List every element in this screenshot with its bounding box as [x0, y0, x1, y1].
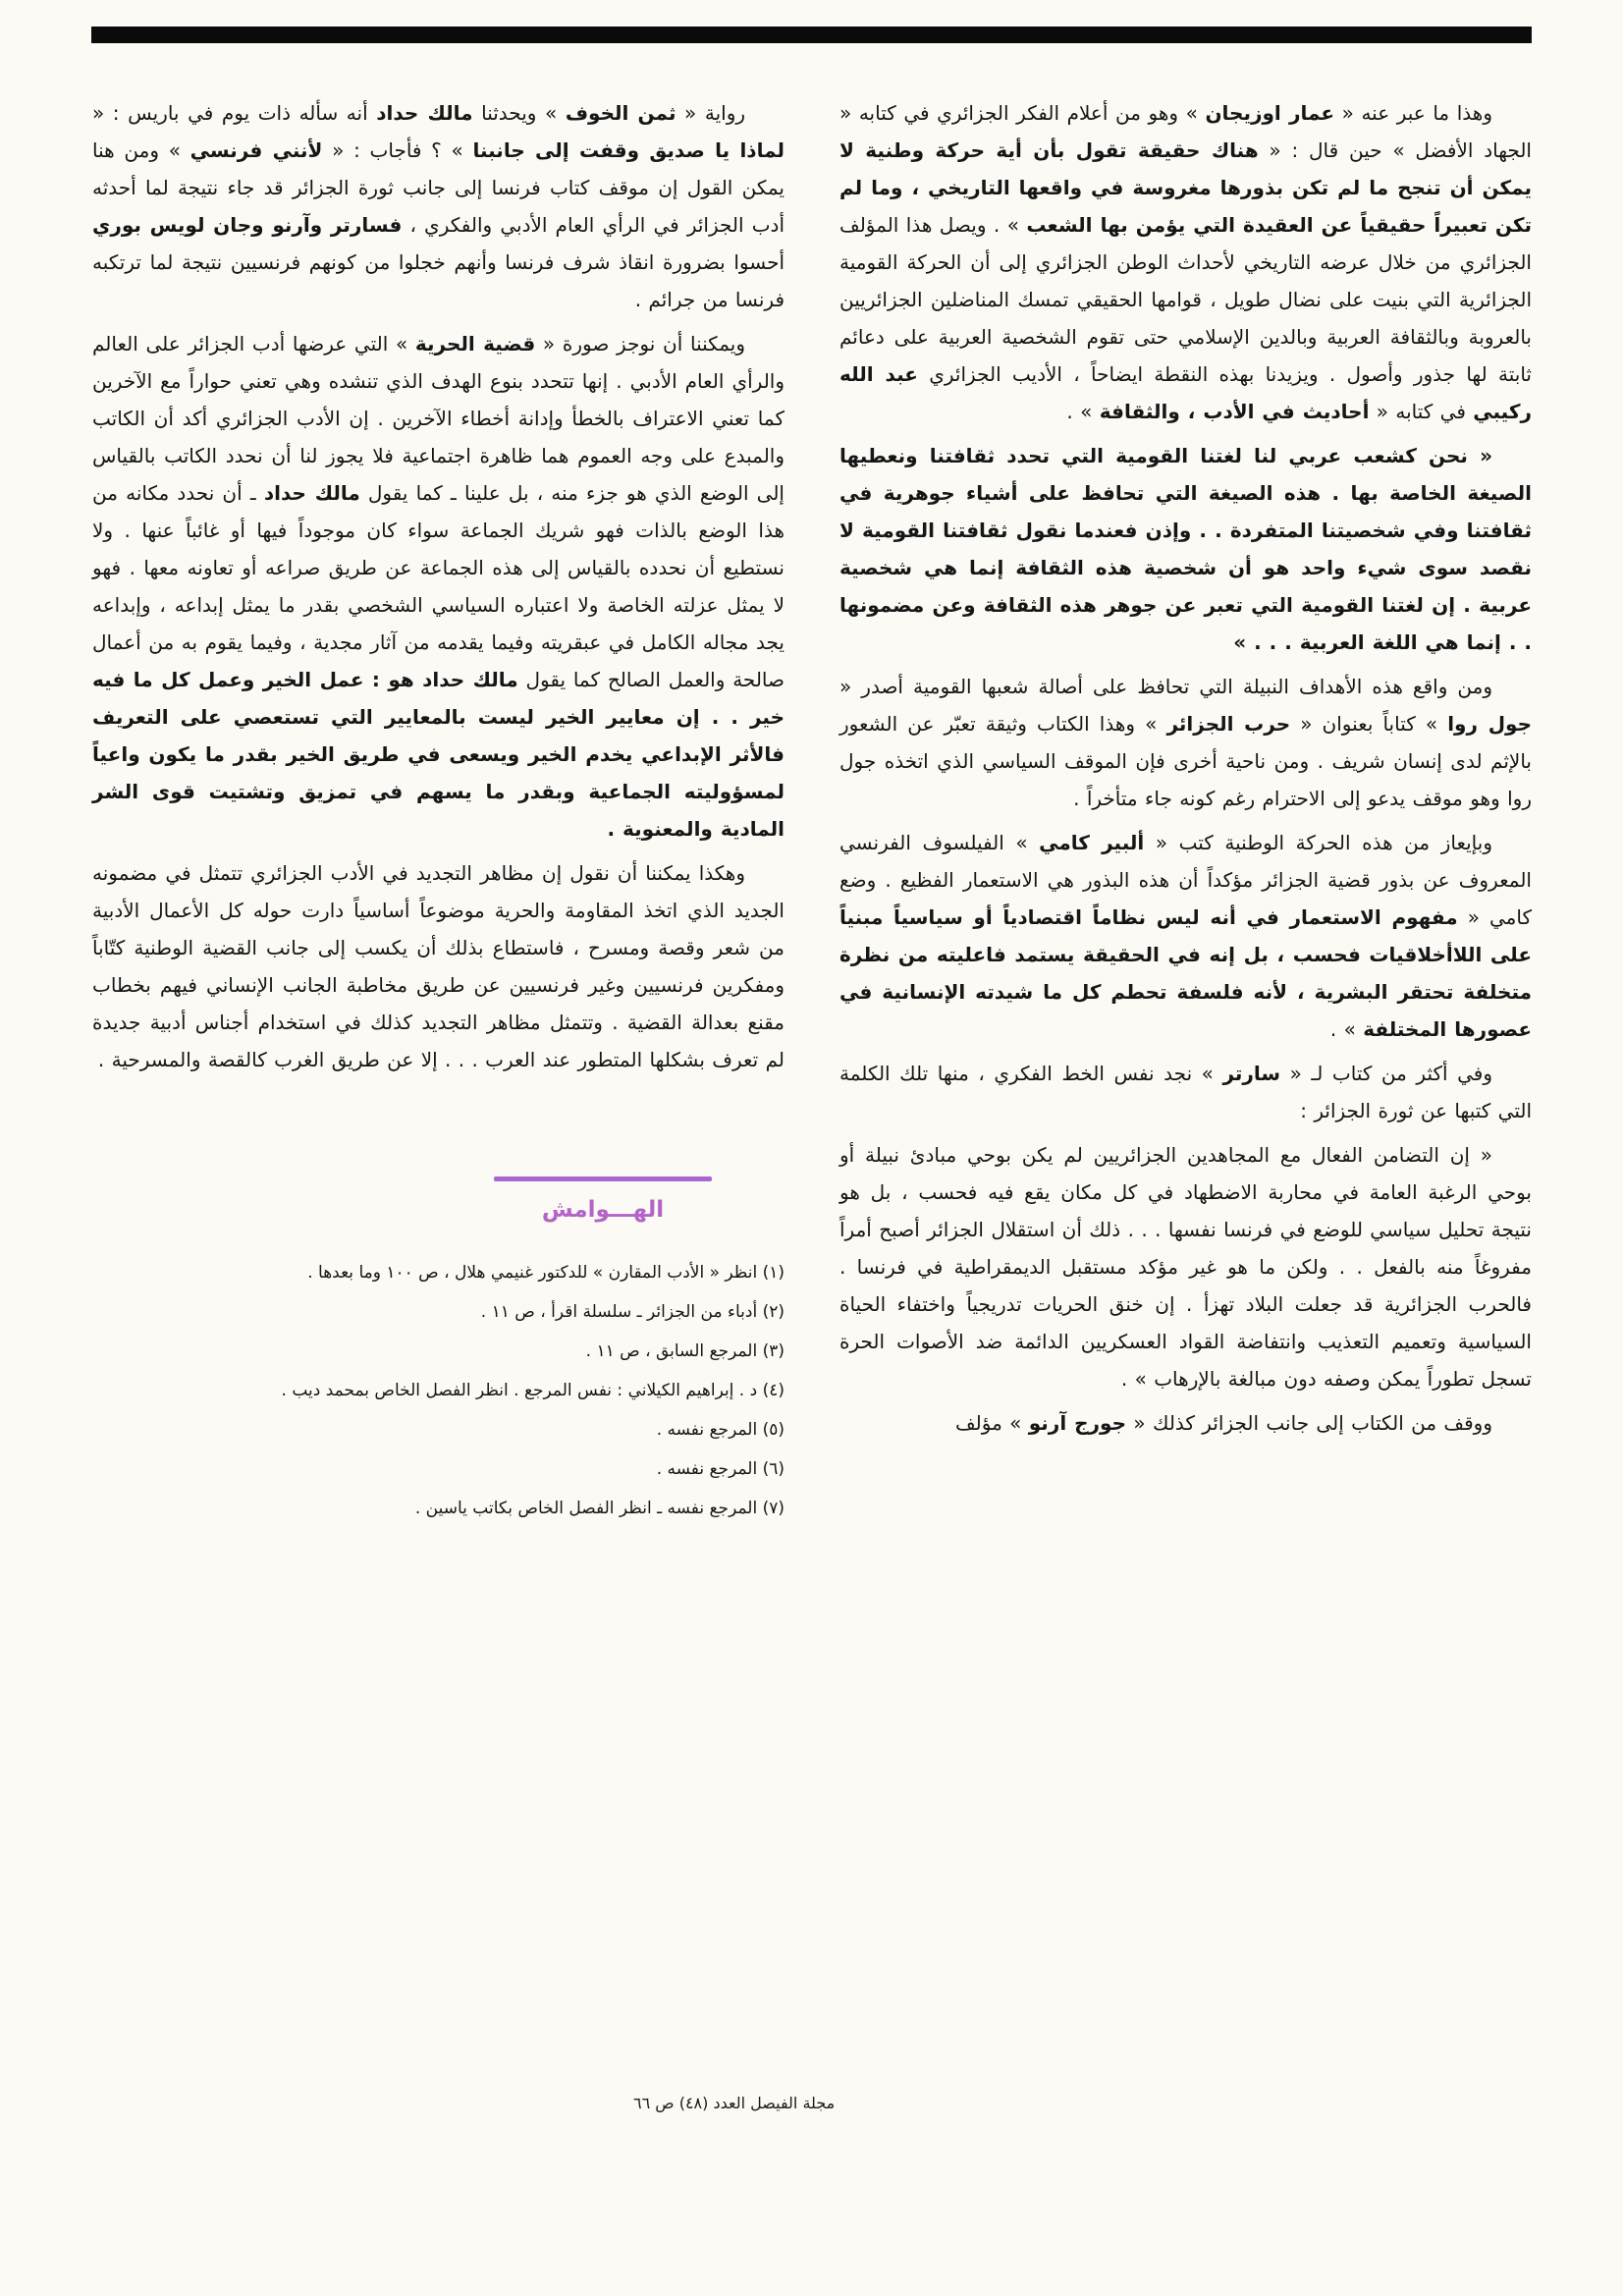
bold-text: لماذا يا صديق وقفت إلى جانبنا	[472, 138, 785, 162]
paragraph	[92, 94, 784, 318]
column-right	[839, 94, 1532, 1531]
body-text: ـ أن نحدد مكانه من هذا الوضع بالذات فهو شريك الجماعة سواء كان موجوداً فيها أو غائباً عنها . ولا نستطيع أن نحدده بالقياس إلى هذه الجماعة عن طريق صراعه أو تعاونه معها . فهو لا يمثل عزلته الخاصة ولا اعتباره السياسي الشخصي بقدر ما يمثل إبداعه ، وإبداعه يجد مجاله الكامل في عبقريته وفيما يقدمه من آثار مجدية ، وفيما يقوم به من أعمال صالحة والعمل الصالح كما يقول	[92, 481, 784, 691]
body-text: » ومن هنا يمكن القول إن موقف كتاب فرنسا إلى جانب ثورة الجزائر قد جاء نتيجة لما أحدثه أدب الجزائر في الرأي العام الأدبي والفكري ،	[92, 138, 784, 237]
body-text: » ؟ فأجاب : «	[322, 138, 473, 162]
bold-text: سارتر	[1222, 1062, 1281, 1085]
bold-text: ألبير كامي	[1039, 831, 1145, 854]
body-text: » .	[1066, 400, 1100, 423]
paragraph	[92, 325, 784, 847]
body-text: » التي عرضها أدب الجزائر على العالم والرأي العام الأدبي . إنها تتحدد بنوع الهدف الذي تنشده وهي تعني حواراً مع الآخرين كما تعني الاعتراف بالخطأ وإدانة أخطاء الآخرين . إن الأدب الجزائري أكد أن الكاتب والمبدع على وجه العموم هما ظاهرة اجتماعية فلا يجوز لنا أن نحدد الكاتب بالقياس إلى الوضع الذي هو جزء منه ، بل علينا ـ كما يقول	[92, 332, 784, 505]
body-text: » الفيلسوف الفرنسي المعروف عن بذور قضية الجزائر مؤكداً أن هذه البذور هي الاستعمار الفظيع . وضع كامي «	[839, 831, 1533, 929]
footnotes-divider	[494, 1176, 712, 1181]
body-text: أنه سأله ذات يوم في باريس : «	[92, 101, 377, 125]
paragraph	[92, 854, 784, 1078]
body-text: ومن واقع هذه الأهداف النبيلة التي تحافظ على أصالة شعبها القومية أصدر «	[839, 675, 1492, 698]
bold-text: قضية الحرية	[414, 332, 536, 355]
paragraph	[839, 437, 1532, 661]
footnote-item: (٢) أدباء من الجزائر ـ سلسلة اقرأ ، ص ١١ .	[480, 1302, 784, 1322]
paragraph	[839, 824, 1532, 1048]
bold-text: عبد الله ركيبي	[839, 362, 1532, 423]
bold-text: حرب الجزائر	[1166, 712, 1291, 736]
body-text: » .	[1329, 1017, 1364, 1041]
bold-text: مالك حداد هو : عمل الخير وعمل كل ما فيه خير . . إن معايير الخير ليست بالمعايير التي تستعصي على التعريف فالأثر الإبداعي يخدم الخير ويسعى في طريق الخير بقدر ما يكون واعياً لمسؤوليته الجماعية وبقدر ما يسهم في تمزيق وتشتيت قوى الشر المادية والمعنوية .	[92, 668, 784, 841]
footnotes-list	[244, 1256, 784, 1526]
body-text: » كتاباً بعنوان «	[1290, 712, 1448, 736]
top-rule	[91, 27, 1532, 43]
body-text: رواية «	[676, 101, 746, 125]
body-text: » ويحدثنا	[472, 101, 566, 125]
bold-text: جول روا	[1447, 712, 1533, 736]
body-text: « إن التضامن الفعال مع المجاهدين الجزائريين لم يكن بوحي مبادئ نبيلة أو بوحي الرغبة العامة في محاربة الاضطهاد في كل مكان يقع فيه فحسب ، بل هو نتيجة تحليل سياسي للوضع في فرنسا نفسها . . . ذلك أن استقلال الجزائر أصبح أمراً مفروغاً منه بالفعل . . ولكن ما هو غير مؤكد مستقبل الديمقراطية في فرنسا . فالحرب الجزائرية قد جعلت البلاد تهزأ . إن خنق الحريات تدريجياً واختفاء الحياة السياسية وتعميم التعذيب وانتفاضة القواد العسكريين الدائمة ضد الأصوات الحرة تسجل تطوراً يمكن وصفه دون مبالغة بالإرهاب » .	[839, 1143, 1532, 1391]
column-left-text	[92, 94, 784, 1078]
footnote-item: (٥) المرجع نفسه .	[656, 1420, 784, 1440]
bold-text: مفهوم الاستعمار في أنه ليس نظاماً اقتصادياً أو سياسياً مبنياً على اللاأخلاقيات فحسب ، بل إنه في الحقيقة يستمد فاعليته من نظرة متخلفة تحتقر البشرية ، لأنه فلسفة تحطم كل ما شيدته الإنسانية في عصورها المختلفة	[839, 905, 1532, 1041]
body-text: » وهو من أعلام الفكر الجزائري في كتابه « الجهاد الأفضل » حين قال : «	[839, 101, 1532, 162]
body-text: أحسوا بضرورة انقاذ شرف فرنسا وأنهم خجلوا من كونهم فرنسيين نتيجة لما ترتكبه فرنسا من جرائم .	[92, 250, 784, 311]
bold-text: مالك حداد	[376, 101, 473, 125]
body-text: » نجد نفس الخط الفكري ، منها تلك الكلمة التي كتبها عن ثورة الجزائر :	[839, 1062, 1532, 1122]
body-text: وهذا ما عبر عنه «	[1334, 101, 1492, 125]
paragraph	[839, 668, 1532, 817]
page-footer: مجلة الفيصل العدد (٤٨) ص ٦٦	[633, 2094, 836, 2112]
body-text: وبإيعاز من هذه الحركة الوطنية كتب «	[1144, 831, 1492, 854]
footnote-item: (٦) المرجع نفسه .	[656, 1459, 784, 1479]
bold-text: ثمن الخوف	[565, 101, 676, 125]
body-text: في كتابه «	[1369, 400, 1474, 423]
column-left	[92, 94, 784, 1531]
footnote-item: (٧) المرجع نفسه ـ انظر الفصل الخاص بكاتب ياسين .	[414, 1499, 784, 1518]
paragraph	[839, 1055, 1532, 1129]
footnotes-header	[421, 1176, 784, 1223]
body-text: ووقف من الكتاب إلى جانب الجزائر كذلك «	[1126, 1411, 1492, 1435]
footnote-item: (٤) د . إبراهيم الكيلاني : نفس المرجع . انظر الفصل الخاص بمحمد ديب .	[281, 1381, 784, 1400]
bold-text: جورج آرنو	[1028, 1411, 1127, 1435]
paragraph	[839, 1404, 1532, 1442]
bold-text: أحاديث في الأدب ، والثقافة	[1099, 400, 1370, 423]
paragraph	[839, 1136, 1532, 1397]
bold-text: هناك حقيقة تقول بأن أية حركة وطنية لا يمكن أن تنجح ما لم تكن بذورها مغروسة في واقعها التاريخي ، وما لم تكن تعبيراً حقيقياً عن العقيدة التي يؤمن بها الشعب	[839, 138, 1532, 237]
bold-text: عمار اوزيجان	[1205, 101, 1335, 125]
paragraph	[839, 94, 1532, 430]
footnote-item: (١) انظر « الأدب المقارن » للدكتور غنيمي هلال ، ص ١٠٠ وما بعدها .	[307, 1263, 784, 1283]
footnote-item: (٣) المرجع السابق ، ص ١١ .	[585, 1341, 784, 1361]
footnotes-section	[244, 1176, 784, 1526]
footnotes-heading: الهـــوامش	[541, 1197, 665, 1223]
body-text: وفي أكثر من كتاب لـ «	[1280, 1062, 1492, 1085]
text-columns	[91, 94, 1532, 1531]
body-text: » . ويصل هذا المؤلف الجزائري من خلال عرضه التاريخي لأحداث الوطن الجزائري إلى أن الحركة القومية الجزائرية التي بنيت على نضال طويل ، قوامها الحقيقي تمسك المناضلين الجزائريين بالعروبة وبالثقافة العربية وبالدين الإسلامي حتى تقوم الشخصية العربية على دعائم ثابتة لها جذور وأصول . ويزيدنا بهذه النقطة ايضاحاً ، الأديب الجزائري	[839, 213, 1532, 386]
bold-text: « نحن كشعب عربي لنا لغتنا القومية التي تحدد ثقافتنا ونعطيها الصيغة الخاصة بها . هذه الصيغة التي تحافظ على أشياء جوهرية في ثقافتنا وفي شخصيتنا المتفردة . . وإذن فعندما نقول ثقافتنا القومية لا نقصد سوى شيء واحد هو أن شخصية هذه الثقافة إنما هي شخصية عربية . إن لغتنا القومية التي تعبر عن جوهر هذه الثقافة وعن مضمونها . . إنما هي اللغة العربية . . . »	[839, 444, 1532, 654]
bold-text: فسارتر وآرنو وجان لويس بوري	[92, 213, 403, 237]
body-text: » وهذا الكتاب وثيقة تعبّر عن الشعور بالإثم لدى إنسان شريف . ومن ناحية أخرى فإن الموقف السياسي الذي اتخذه جول روا وهو موقف يدعو إلى الاحترام رغم كونه جاء متأخراً .	[839, 712, 1532, 810]
bold-text: لأنني فرنسي	[189, 138, 323, 162]
bold-text: مالك حداد	[263, 481, 360, 505]
body-text: » مؤلف	[954, 1411, 1029, 1435]
body-text: وهكذا يمكننا أن نقول إن مظاهر التجديد في الأدب الجزائري تتمثل في مضمونه الجديد الذي اتخذ المقاومة والحرية موضوعاً أساسياً دارت حوله كل الأعمال الأدبية من شعر وقصة ومسرح ، فاستطاع بذلك أن يكسب إلى جانب القضية الوطنية كتّاباً ومفكرين فرنسيين وغير فرنسيين عن طريق مخاطبة الجانب الإنساني فيهم بخطاب مقنع بعدالة القضية . وتتمثل مظاهر التجديد كذلك في استخدام أجناس أدبية جديدة لم تعرف بشكلها المتطور عند العرب . . . إلا عن طريق الغرب كالقصة والمسرحية .	[92, 861, 784, 1071]
body-text: ويمكننا أن نوجز صورة «	[535, 332, 745, 355]
